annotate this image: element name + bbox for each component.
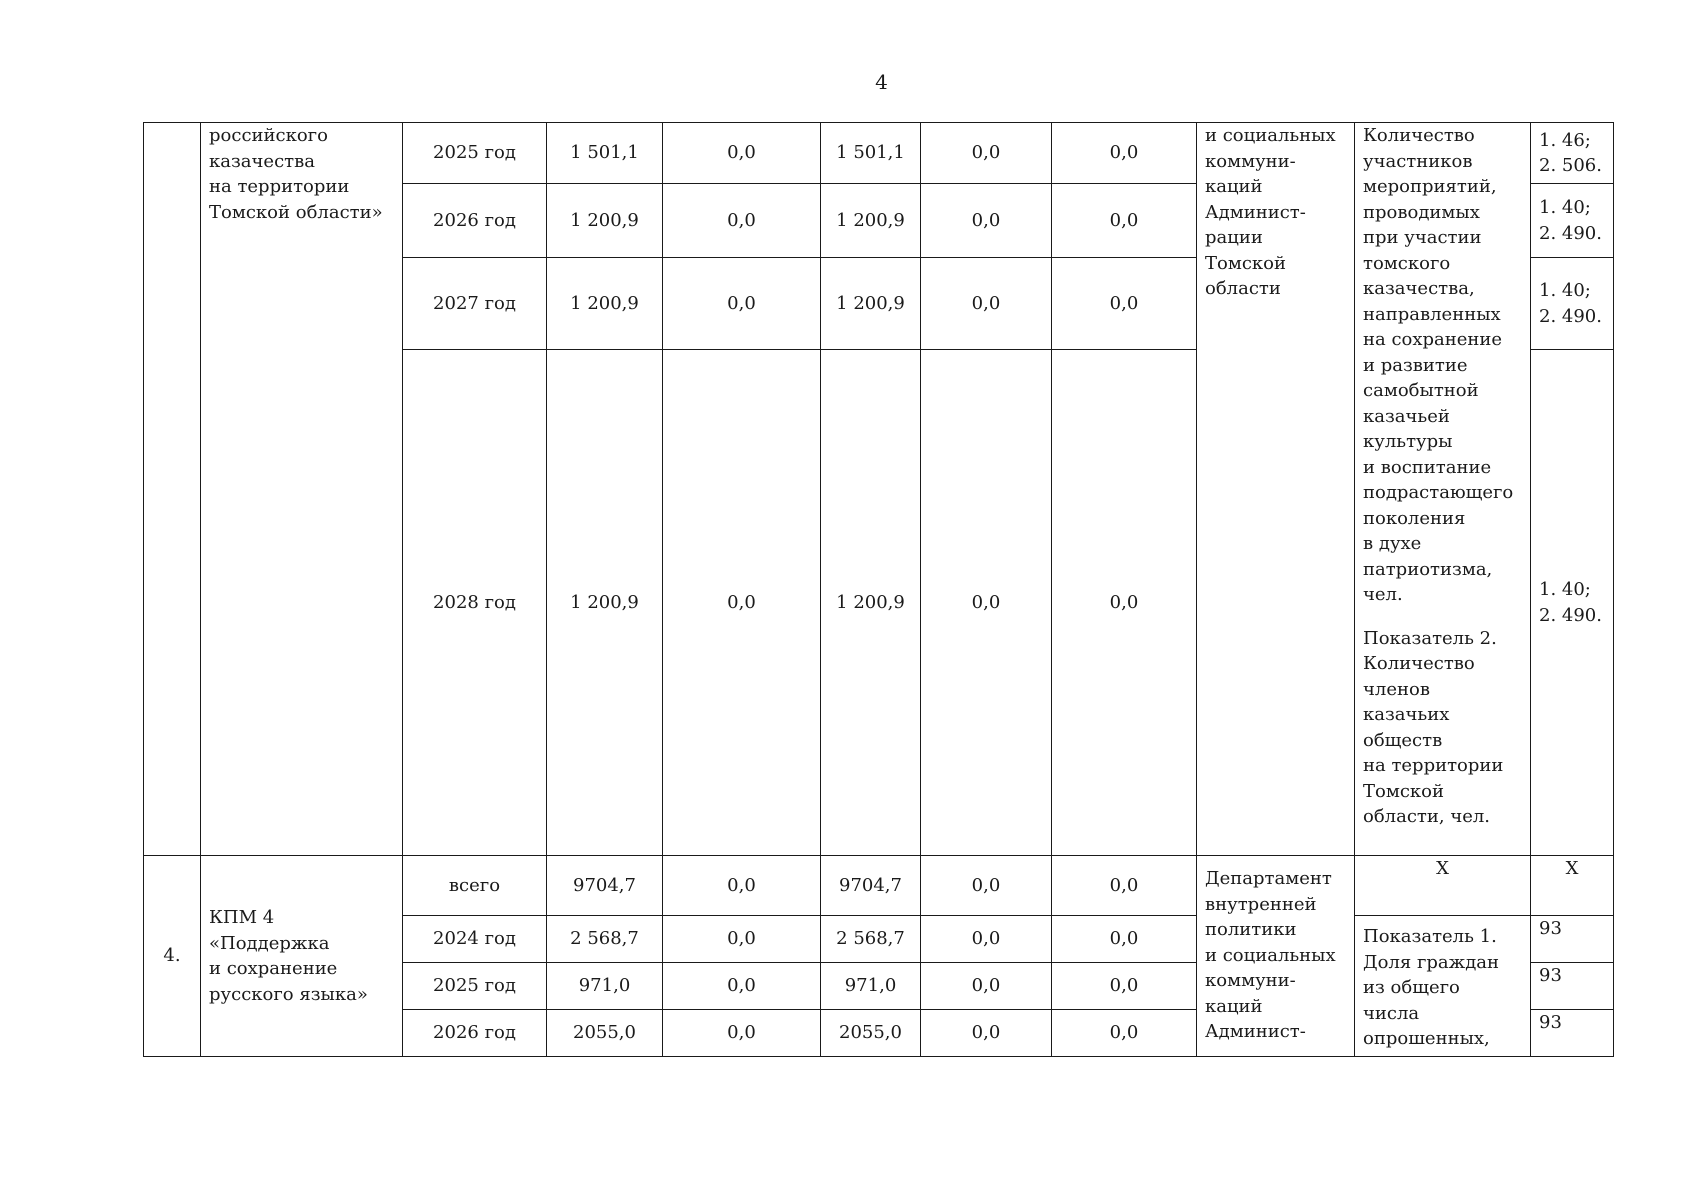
indicator-line: чел. bbox=[1363, 584, 1403, 605]
indicator-cell: Х bbox=[1355, 856, 1531, 916]
indicator-line: томского bbox=[1363, 252, 1451, 274]
other-sources-cell: 0,0 bbox=[1052, 123, 1197, 184]
total-cell: 9704,7 bbox=[547, 856, 663, 916]
executor-line: и социальных bbox=[1205, 944, 1336, 966]
regional-budget-cell: 1 200,9 bbox=[821, 350, 921, 856]
executor-line: рации bbox=[1205, 227, 1263, 248]
total-cell: 2 568,7 bbox=[547, 916, 663, 963]
indicator-line: казачьих bbox=[1363, 704, 1450, 725]
other-sources-cell: 0,0 bbox=[1052, 856, 1197, 916]
indicator-value: 2. 490. bbox=[1539, 604, 1602, 626]
executor-line: политики bbox=[1205, 919, 1297, 940]
indicator-line: поколения bbox=[1363, 507, 1466, 529]
indicator-value-cell bbox=[1531, 123, 1614, 184]
local-budget-cell: 0,0 bbox=[921, 916, 1052, 963]
indicator-value: 2. 506. bbox=[1539, 155, 1602, 176]
row-index-cell bbox=[144, 123, 201, 856]
total-cell: 1 501,1 bbox=[547, 123, 663, 184]
local-budget-cell: 0,0 bbox=[921, 1010, 1052, 1057]
year-cell: 2025 год bbox=[403, 123, 547, 184]
executor-line: Админист- bbox=[1205, 201, 1306, 223]
indicator-line: мероприятий, bbox=[1363, 176, 1497, 197]
indicator-line: Томской bbox=[1363, 780, 1445, 802]
other-sources-cell: 0,0 bbox=[1052, 184, 1197, 258]
budget-table bbox=[143, 122, 1614, 1057]
indicator-line: Показатель 2. bbox=[1363, 627, 1497, 649]
other-sources-cell: 0,0 bbox=[1052, 350, 1197, 856]
year-cell: 2024 год bbox=[403, 916, 547, 963]
row-index-cell: 4. bbox=[144, 856, 201, 1057]
federal-budget-cell: 0,0 bbox=[663, 184, 821, 258]
indicator-line: на сохранение bbox=[1363, 329, 1503, 350]
program-name-line: и сохранение bbox=[209, 958, 338, 979]
table-row bbox=[144, 856, 1614, 916]
indicator-value-cell bbox=[1531, 184, 1614, 258]
indicator-line: опрошенных, bbox=[1363, 1028, 1490, 1049]
indicator-value: 1. 46; bbox=[1539, 129, 1591, 151]
executor-line: каций bbox=[1205, 176, 1263, 197]
total-cell: 2055,0 bbox=[547, 1010, 663, 1057]
indicator-line: области, чел. bbox=[1363, 806, 1491, 827]
federal-budget-cell: 0,0 bbox=[663, 916, 821, 963]
year-cell: 2026 год bbox=[403, 184, 547, 258]
executor-line: внутренней bbox=[1205, 893, 1317, 915]
local-budget-cell: 0,0 bbox=[921, 856, 1052, 916]
federal-budget-cell: 0,0 bbox=[663, 856, 821, 916]
program-name-cell bbox=[201, 856, 403, 1057]
indicator-line: и воспитание bbox=[1363, 456, 1492, 478]
indicator-line: направленных bbox=[1363, 303, 1501, 325]
total-cell: 1 200,9 bbox=[547, 184, 663, 258]
regional-budget-cell: 1 200,9 bbox=[821, 258, 921, 350]
regional-budget-cell: 971,0 bbox=[821, 963, 921, 1010]
program-name-line: российского bbox=[209, 125, 328, 146]
page-number: 4 bbox=[875, 70, 888, 94]
indicator-value-cell: 93 bbox=[1531, 963, 1614, 1010]
executor-line: Томской bbox=[1205, 252, 1287, 274]
executor-cell bbox=[1197, 856, 1355, 1057]
indicator-line: проводимых bbox=[1363, 201, 1480, 223]
year-cell: 2026 год bbox=[403, 1010, 547, 1057]
indicator-value: 1. 40; bbox=[1539, 197, 1591, 218]
local-budget-cell: 0,0 bbox=[921, 184, 1052, 258]
indicator-line: числа bbox=[1363, 1002, 1420, 1024]
indicator-line: членов bbox=[1363, 678, 1430, 700]
indicator-value: 2. 490. bbox=[1539, 305, 1602, 327]
federal-budget-cell: 0,0 bbox=[663, 123, 821, 184]
program-name-line: на территории bbox=[209, 176, 350, 197]
program-name-line: русского языка» bbox=[209, 983, 368, 1005]
local-budget-cell: 0,0 bbox=[921, 258, 1052, 350]
indicator-line: из общего bbox=[1363, 977, 1460, 998]
indicator-value: 1. 40; bbox=[1539, 579, 1591, 600]
indicator-value: 2. 490. bbox=[1539, 222, 1602, 244]
indicator-cell bbox=[1355, 123, 1531, 856]
indicator-line: в духе bbox=[1363, 533, 1422, 554]
executor-line: Админист- bbox=[1205, 1021, 1306, 1042]
indicator-line: на территории bbox=[1363, 755, 1504, 776]
program-name-line: КПМ 4 bbox=[209, 907, 275, 928]
indicator-line: самобытной bbox=[1363, 380, 1479, 401]
federal-budget-cell: 0,0 bbox=[663, 1010, 821, 1057]
indicator-line: и развитие bbox=[1363, 354, 1468, 376]
executor-line: Департамент bbox=[1205, 868, 1332, 889]
local-budget-cell: 0,0 bbox=[921, 123, 1052, 184]
indicator-line: Показатель 1. bbox=[1363, 926, 1497, 947]
indicator-value: 1. 40; bbox=[1539, 280, 1591, 301]
program-name-cell bbox=[201, 123, 403, 856]
indicator-line: Доля граждан bbox=[1363, 951, 1500, 973]
indicator-value-cell: Х bbox=[1531, 856, 1614, 916]
indicator-line: обществ bbox=[1363, 729, 1443, 751]
indicator-line: при участии bbox=[1363, 227, 1482, 248]
indicator-line: участников bbox=[1363, 150, 1473, 172]
other-sources-cell: 0,0 bbox=[1052, 916, 1197, 963]
program-name-line: Томской области» bbox=[209, 201, 383, 223]
regional-budget-cell: 1 501,1 bbox=[821, 123, 921, 184]
indicator-line: культуры bbox=[1363, 431, 1453, 452]
total-cell: 971,0 bbox=[547, 963, 663, 1010]
local-budget-cell: 0,0 bbox=[921, 963, 1052, 1010]
indicator-value-cell: 93 bbox=[1531, 1010, 1614, 1057]
executor-cell bbox=[1197, 123, 1355, 856]
table-row bbox=[144, 123, 1614, 184]
regional-budget-cell: 1 200,9 bbox=[821, 184, 921, 258]
year-cell: 2025 год bbox=[403, 963, 547, 1010]
regional-budget-cell: 9704,7 bbox=[821, 856, 921, 916]
local-budget-cell: 0,0 bbox=[921, 350, 1052, 856]
program-name-line: казачества bbox=[209, 150, 315, 172]
executor-line: коммуни- bbox=[1205, 970, 1296, 991]
indicator-value-cell bbox=[1531, 258, 1614, 350]
executor-line: и социальных bbox=[1205, 125, 1336, 146]
other-sources-cell: 0,0 bbox=[1052, 258, 1197, 350]
indicator-value-cell bbox=[1531, 350, 1614, 856]
federal-budget-cell: 0,0 bbox=[663, 963, 821, 1010]
executor-line: коммуни- bbox=[1205, 150, 1296, 172]
year-cell: 2028 год bbox=[403, 350, 547, 856]
other-sources-cell: 0,0 bbox=[1052, 963, 1197, 1010]
program-name-line: «Поддержка bbox=[209, 932, 330, 954]
indicator-line: казачьей bbox=[1363, 405, 1450, 427]
indicator-line: казачества, bbox=[1363, 278, 1475, 299]
indicator-line: Количество bbox=[1363, 125, 1475, 146]
indicator-line: Количество bbox=[1363, 653, 1475, 674]
regional-budget-cell: 2 568,7 bbox=[821, 916, 921, 963]
regional-budget-cell: 2055,0 bbox=[821, 1010, 921, 1057]
total-cell: 1 200,9 bbox=[547, 350, 663, 856]
total-cell: 1 200,9 bbox=[547, 258, 663, 350]
other-sources-cell: 0,0 bbox=[1052, 1010, 1197, 1057]
indicator-line: подрастающего bbox=[1363, 482, 1514, 503]
year-cell: 2027 год bbox=[403, 258, 547, 350]
indicator-line: патриотизма, bbox=[1363, 558, 1493, 580]
executor-line: области bbox=[1205, 278, 1281, 299]
executor-line: каций bbox=[1205, 995, 1263, 1017]
indicator-cell bbox=[1355, 916, 1531, 1057]
indicator-value-cell: 93 bbox=[1531, 916, 1614, 963]
federal-budget-cell: 0,0 bbox=[663, 258, 821, 350]
year-cell: всего bbox=[403, 856, 547, 916]
federal-budget-cell: 0,0 bbox=[663, 350, 821, 856]
